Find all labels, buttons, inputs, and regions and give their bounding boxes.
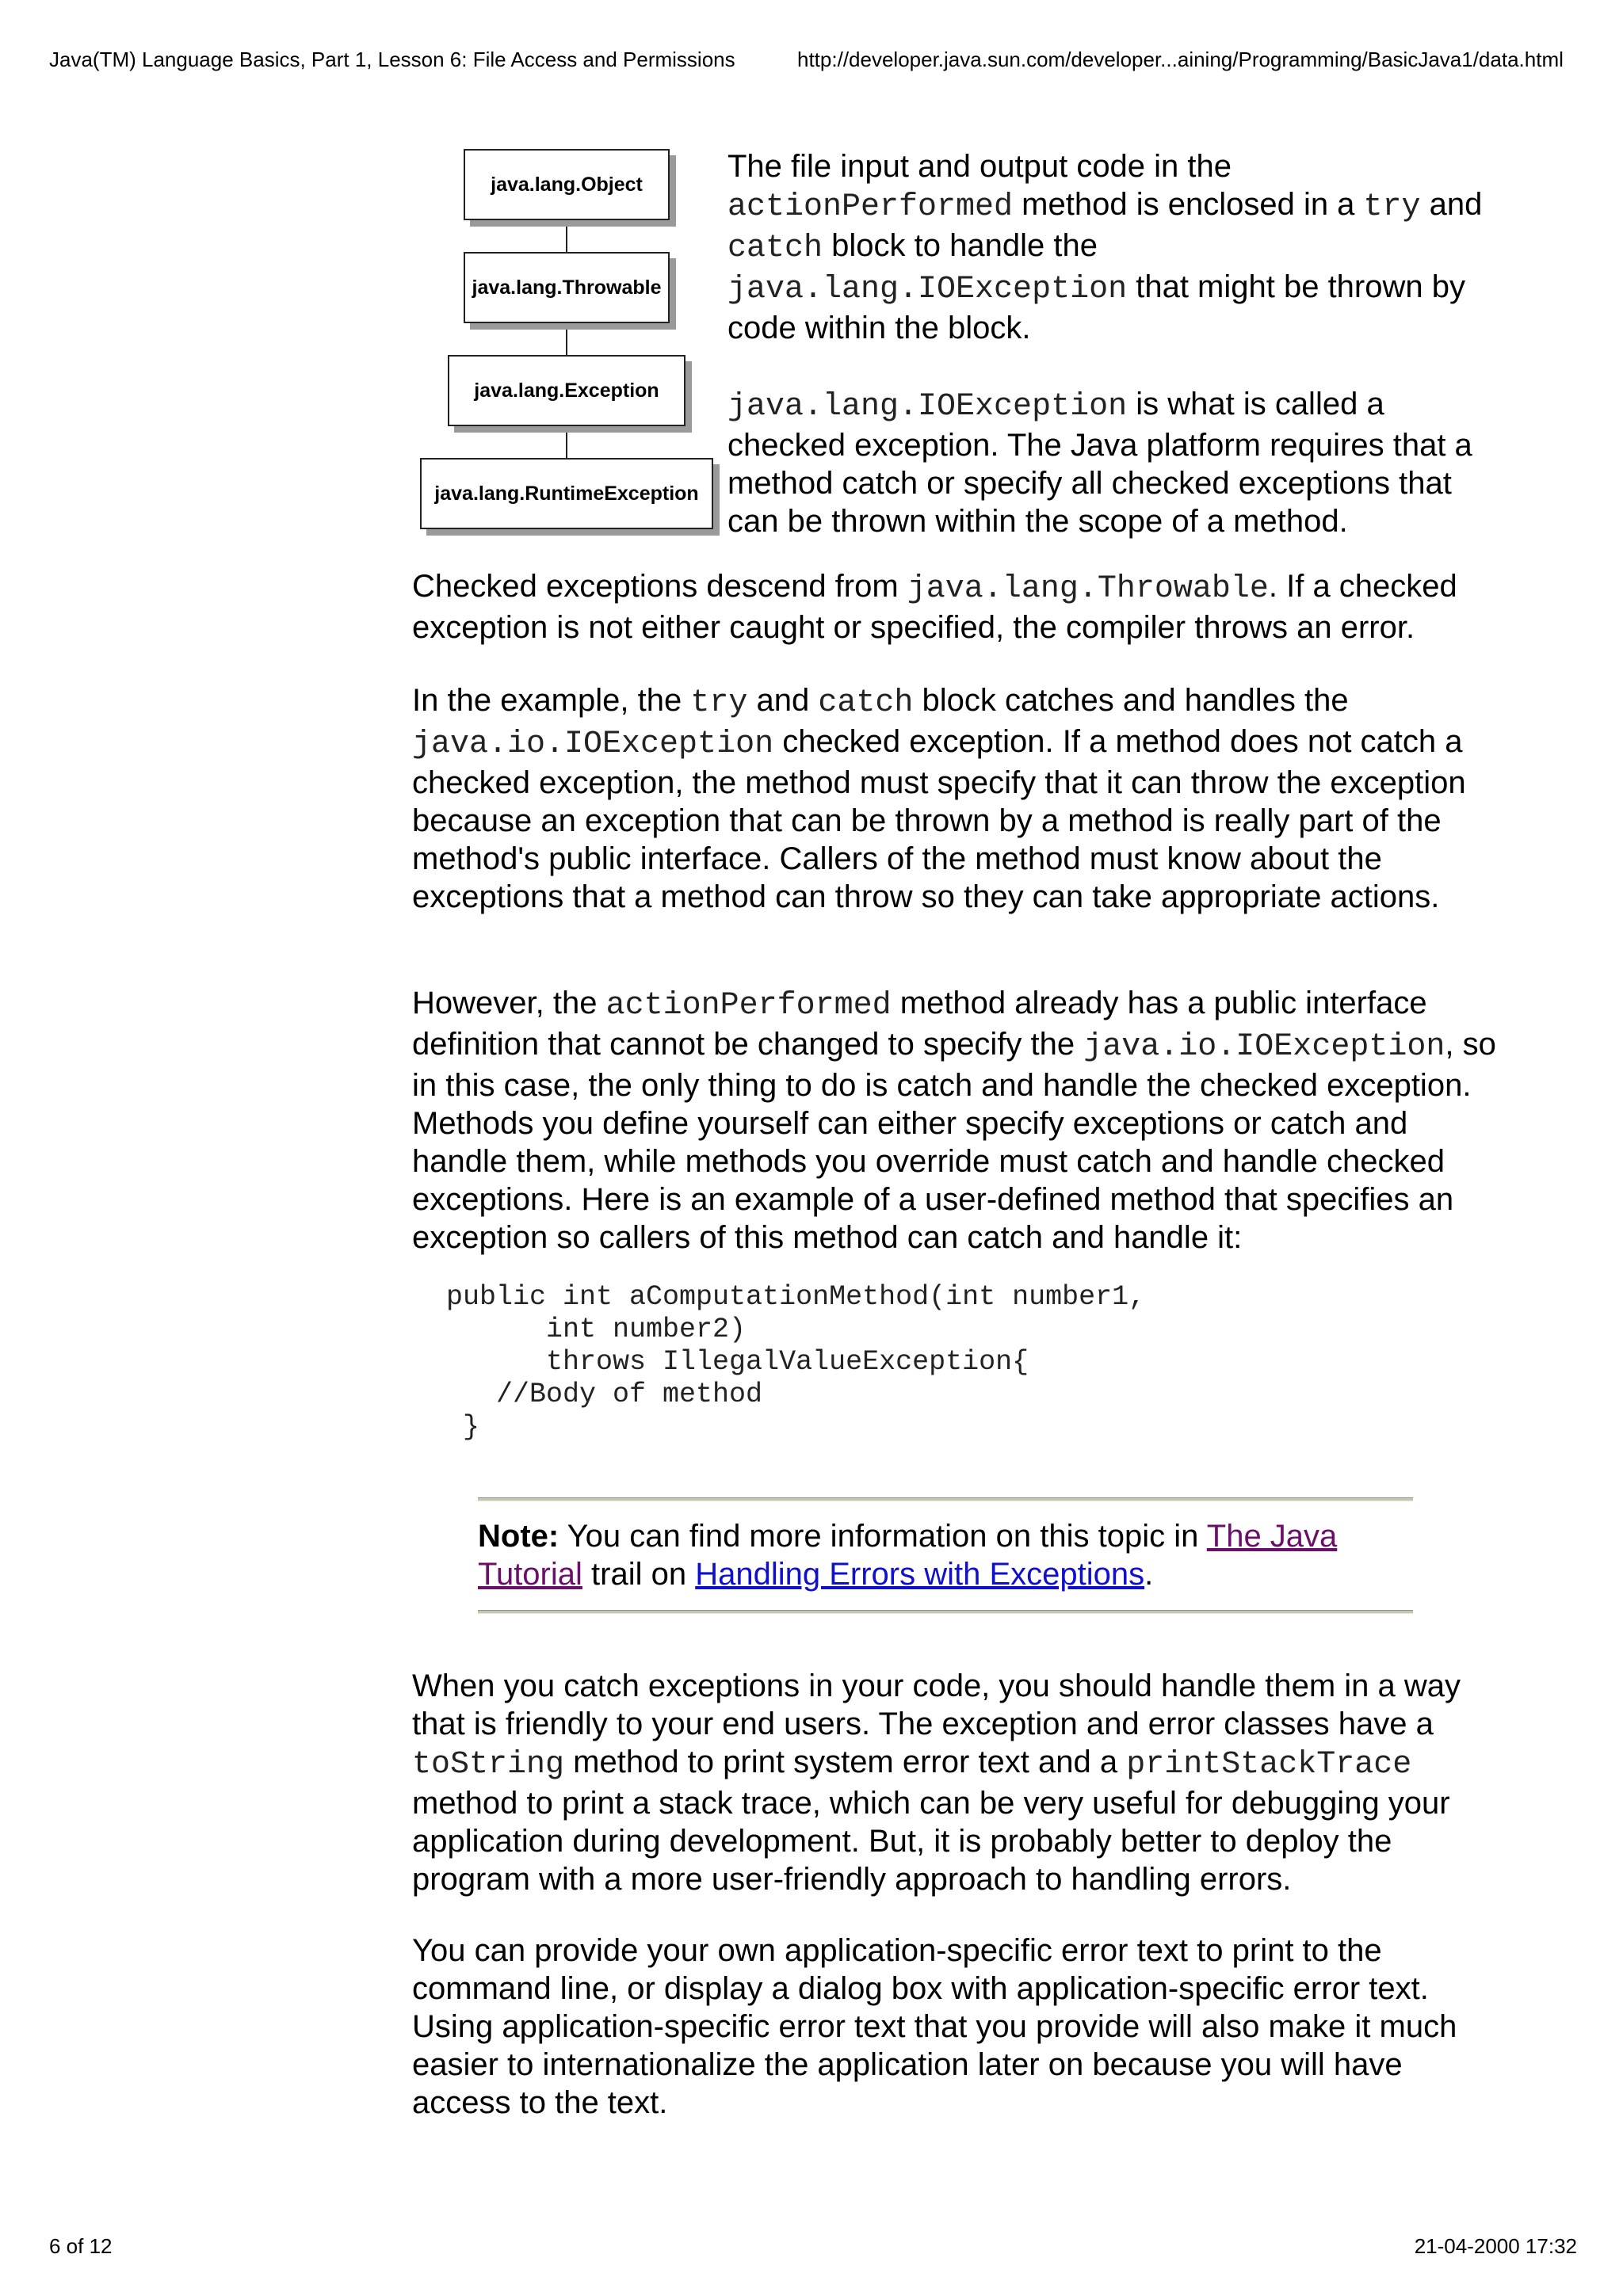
paragraph-error-text: You can provide your own application-specific error text to print to the command line, or display a dialog box with application-specific error text. Using application-specific error text that you provide will also make it much easier to internationalize the application later on because you will have access to the text. [412, 1933, 1457, 2120]
inline-code: java.lang.IOException [727, 389, 1128, 425]
class-box-throwable: java.lang.Throwable [464, 252, 670, 323]
class-box-object: java.lang.Object [464, 149, 670, 220]
note-bottom-rule [478, 1610, 1413, 1614]
paragraph-however: However, the actionPerformed method already has a public interface definition that cannot be changed to specify the java.io.IOException, so in this case, the only thing to do is catch and handle the checked exception. Methods you define yourself can either specify exceptions or catch and handle them, while methods you override must catch and handle checked exceptions. Here is an example of a user-defined method that specifies an exception so callers of this method can catch and handle it: [412, 986, 1496, 1255]
inline-code: java.lang.IOException [727, 272, 1128, 307]
inline-code: try [1363, 189, 1421, 225]
inline-code: toString [412, 1747, 565, 1783]
print-datetime: 21-04-2000 17:32 [1414, 2234, 1577, 2258]
class-box-exception: java.lang.Exception [448, 355, 685, 426]
inline-code: catch [727, 231, 823, 266]
page-header-url: http://developer.java.sun.com/developer...aining/Programming/BasicJava1/data.html [797, 48, 1564, 71]
java-tutorial-link[interactable]: The Java Tutorial [478, 1519, 1338, 1592]
code-sample: public int aComputationMethod(int number1, int number2) throws IllegalValueException{ //Body of method } [446, 1281, 1146, 1443]
paragraph-example: In the example, the try and catch block catches and handles the java.io.IOException checked exception. If a method does not catch a checked exception, the method must specify that it can throw the exception because an exception that can be thrown by a method is really part of the method's public interface. Callers of the method must know about the exceptions that a method can throw so they can take appropriate actions. [412, 683, 1466, 914]
intro-paragraph-1: The file input and output code in the actionPerformed method is enclosed in a try and catch block to handle the java.lang.IOException that might be thrown by code within the block. [727, 149, 1483, 345]
class-box-runtime-exception: java.lang.RuntimeException [420, 458, 713, 529]
intro-paragraph-2: java.lang.IOException is what is called a checked exception. The Java platform requires that a method catch or specify all checked exceptions that can be thrown within the scope of a method. [727, 387, 1472, 539]
paragraph-catch-exceptions: When you catch exceptions in your code, you should handle them in a way that is friendly to your end users. The exception and error classes have a toString method to print system error text and a printStackTrace method to print a stack trace, which can be very useful for debugging your application during development. But, it is probably better to deploy the program with a more user-friendly approach to handling errors. [412, 1669, 1461, 1897]
page-header-title: Java(TM) Language Basics, Part 1, Lesson 6: File Access and Permissions [49, 48, 735, 71]
inline-code: java.io.IOException [1083, 1029, 1445, 1065]
inline-code: java.lang.Throwable [907, 571, 1269, 607]
inline-code: actionPerformed [605, 988, 892, 1024]
connector-line [566, 428, 567, 458]
connector-line [566, 325, 567, 355]
note-top-rule [478, 1497, 1413, 1501]
note-box: Note: You can find more information on this topic in The Java Tutorial trail on Handling Errors with Exceptions. [478, 1519, 1338, 1592]
note-label: Note: [478, 1519, 559, 1554]
page-counter: 6 of 12 [49, 2234, 113, 2258]
inline-code: catch [818, 685, 914, 721]
inline-code: actionPerformed [727, 189, 1014, 225]
inline-code: java.io.IOException [412, 727, 774, 762]
connector-line [566, 222, 567, 252]
paragraph-checked-exceptions: Checked exceptions descend from java.lang.Throwable. If a checked exception is not either caught or specified, the compiler throws an error. [412, 569, 1457, 645]
inline-code: try [690, 685, 748, 721]
intro-text [727, 147, 1488, 540]
handling-errors-link[interactable]: Handling Errors with Exceptions [695, 1557, 1145, 1592]
inline-code: printStackTrace [1126, 1747, 1412, 1783]
